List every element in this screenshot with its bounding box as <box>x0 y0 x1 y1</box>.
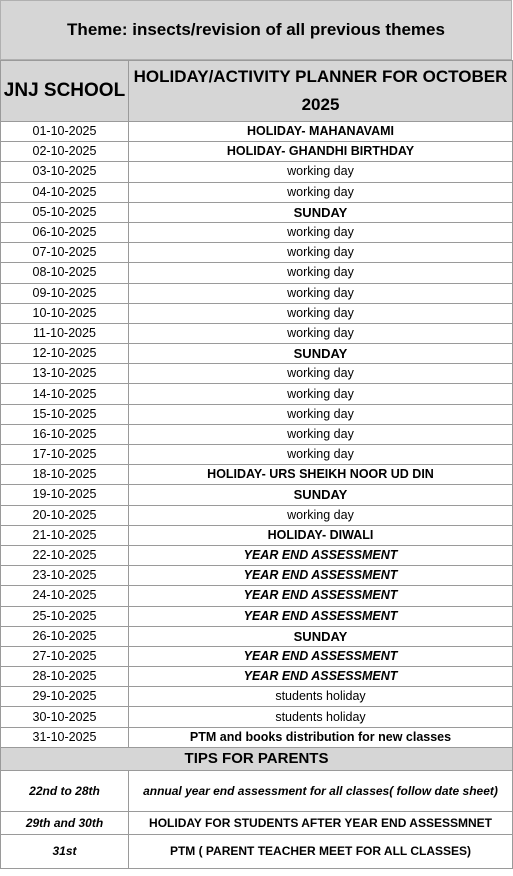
date-cell: 10-10-2025 <box>1 303 129 323</box>
activity-cell: YEAR END ASSESSMENT <box>129 606 513 626</box>
tip-row <box>1 770 513 811</box>
activity-cell: working day <box>129 162 513 182</box>
activity-cell: YEAR END ASSESSMENT <box>129 667 513 687</box>
table-row <box>1 182 513 202</box>
date-cell: 07-10-2025 <box>1 243 129 263</box>
theme-banner: Theme: insects/revision of all previous themes <box>0 0 512 60</box>
table-row <box>1 424 513 444</box>
date-cell: 27-10-2025 <box>1 646 129 666</box>
date-cell: 13-10-2025 <box>1 364 129 384</box>
date-cell: 22-10-2025 <box>1 545 129 565</box>
activity-cell: working day <box>129 323 513 343</box>
activity-cell: working day <box>129 182 513 202</box>
date-cell: 02-10-2025 <box>1 142 129 162</box>
table-row <box>1 344 513 364</box>
activity-cell: YEAR END ASSESSMENT <box>129 646 513 666</box>
tip-text: PTM ( PARENT TEACHER MEET FOR ALL CLASSES) <box>129 834 513 868</box>
date-cell: 05-10-2025 <box>1 202 129 222</box>
date-cell: 30-10-2025 <box>1 707 129 727</box>
activity-cell: working day <box>129 364 513 384</box>
table-row <box>1 263 513 283</box>
table-row <box>1 222 513 242</box>
tips-title: TIPS FOR PARENTS <box>1 747 513 770</box>
date-cell: 12-10-2025 <box>1 344 129 364</box>
activity-cell: working day <box>129 243 513 263</box>
date-cell: 20-10-2025 <box>1 505 129 525</box>
date-cell: 14-10-2025 <box>1 384 129 404</box>
table-row <box>1 545 513 565</box>
activity-cell: working day <box>129 222 513 242</box>
table-row <box>1 707 513 727</box>
date-cell: 06-10-2025 <box>1 222 129 242</box>
activity-cell: working day <box>129 303 513 323</box>
activity-cell: YEAR END ASSESSMENT <box>129 545 513 565</box>
date-cell: 21-10-2025 <box>1 525 129 545</box>
date-cell: 08-10-2025 <box>1 263 129 283</box>
date-cell: 25-10-2025 <box>1 606 129 626</box>
activity-cell: working day <box>129 445 513 465</box>
activity-cell: SUNDAY <box>129 202 513 222</box>
header-row <box>1 61 513 122</box>
table-row <box>1 646 513 666</box>
activity-cell: working day <box>129 263 513 283</box>
table-row <box>1 243 513 263</box>
table-row <box>1 384 513 404</box>
table-row <box>1 303 513 323</box>
table-row <box>1 485 513 505</box>
date-cell: 03-10-2025 <box>1 162 129 182</box>
activity-cell: HOLIDAY- GHANDHI BIRTHDAY <box>129 142 513 162</box>
activity-cell: students holiday <box>129 707 513 727</box>
planner-title: HOLIDAY/ACTIVITY PLANNER FOR OCTOBER 2025 <box>129 61 513 122</box>
activity-cell: working day <box>129 404 513 424</box>
activity-cell: HOLIDAY- URS SHEIKH NOOR UD DIN <box>129 465 513 485</box>
activity-cell: SUNDAY <box>129 344 513 364</box>
tip-text: HOLIDAY FOR STUDENTS AFTER YEAR END ASSESSMNET <box>129 811 513 834</box>
date-cell: 04-10-2025 <box>1 182 129 202</box>
activity-cell: YEAR END ASSESSMENT <box>129 566 513 586</box>
planner-table <box>0 60 513 869</box>
date-cell: 26-10-2025 <box>1 626 129 646</box>
date-cell: 09-10-2025 <box>1 283 129 303</box>
date-cell: 18-10-2025 <box>1 465 129 485</box>
table-row <box>1 404 513 424</box>
table-row <box>1 162 513 182</box>
date-cell: 29-10-2025 <box>1 687 129 707</box>
date-cell: 11-10-2025 <box>1 323 129 343</box>
table-row <box>1 202 513 222</box>
table-row <box>1 283 513 303</box>
table-row <box>1 122 513 142</box>
table-row <box>1 727 513 747</box>
activity-cell: working day <box>129 505 513 525</box>
date-cell: 28-10-2025 <box>1 667 129 687</box>
date-cell: 31-10-2025 <box>1 727 129 747</box>
date-cell: 17-10-2025 <box>1 445 129 465</box>
table-row <box>1 323 513 343</box>
activity-cell: working day <box>129 384 513 404</box>
table-row <box>1 465 513 485</box>
tips-header-row <box>1 747 513 770</box>
tip-when: 22nd to 28th <box>1 770 129 811</box>
date-cell: 19-10-2025 <box>1 485 129 505</box>
activity-cell: working day <box>129 424 513 444</box>
table-row <box>1 626 513 646</box>
activity-cell: PTM and books distribution for new classes <box>129 727 513 747</box>
activity-cell: students holiday <box>129 687 513 707</box>
activity-cell: HOLIDAY- MAHANAVAMI <box>129 122 513 142</box>
tip-when: 29th and 30th <box>1 811 129 834</box>
date-cell: 16-10-2025 <box>1 424 129 444</box>
table-row <box>1 606 513 626</box>
tip-row <box>1 811 513 834</box>
table-row <box>1 687 513 707</box>
table-row <box>1 586 513 606</box>
activity-cell: SUNDAY <box>129 626 513 646</box>
table-row <box>1 667 513 687</box>
date-cell: 24-10-2025 <box>1 586 129 606</box>
activity-cell: SUNDAY <box>129 485 513 505</box>
date-cell: 23-10-2025 <box>1 566 129 586</box>
activity-cell: HOLIDAY- DIWALI <box>129 525 513 545</box>
table-row <box>1 364 513 384</box>
date-cell: 01-10-2025 <box>1 122 129 142</box>
table-row <box>1 142 513 162</box>
table-row <box>1 505 513 525</box>
tip-when: 31st <box>1 834 129 868</box>
school-name: JNJ SCHOOL <box>1 61 129 122</box>
activity-cell: YEAR END ASSESSMENT <box>129 586 513 606</box>
tip-text: annual year end assessment for all classes( follow date sheet) <box>129 770 513 811</box>
table-row <box>1 525 513 545</box>
activity-cell: working day <box>129 283 513 303</box>
table-row <box>1 566 513 586</box>
tip-row <box>1 834 513 868</box>
table-row <box>1 445 513 465</box>
date-cell: 15-10-2025 <box>1 404 129 424</box>
